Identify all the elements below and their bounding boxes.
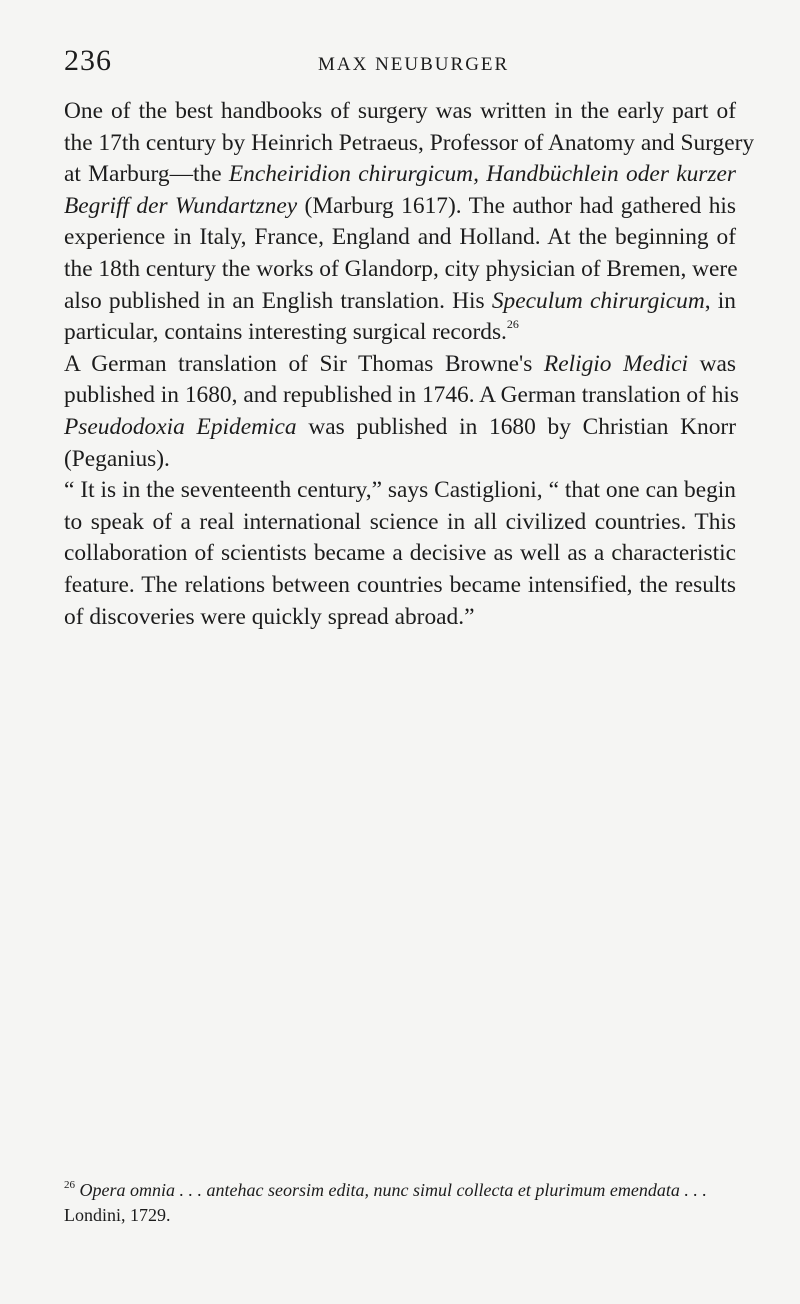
text-line: particular, contains interesting surgical records.$^{26}$ <box>64 317 519 346</box>
book-title: Pseudodoxia Epidemica <box>64 413 297 440</box>
text-line: Pseudodoxia Epidemica was published in 1680 by Christian Knorr <box>64 413 737 440</box>
text-line: the 18th century the works of Glandorp, city physician of Bremen, were <box>64 255 738 282</box>
page-header <box>64 44 736 84</box>
book-title: Encheiridion chirurgicum, Handbüchlein oder kurzer <box>228 161 736 188</box>
book-title: Begriff der Wundartzney <box>64 192 298 219</box>
footnote-ref: 26 <box>506 317 519 332</box>
text-line: A German translation of Sir Thomas Browne's Religio Medici was <box>64 350 736 377</box>
footnote <box>64 1178 736 1228</box>
text-line: of discoveries were quickly spread abroad.” <box>64 603 475 630</box>
body-text <box>64 96 755 633</box>
text-line: Begriff der Wundartzney (Marburg 1617). The author had gathered his <box>64 192 736 219</box>
text-line: experience in Italy, France, England and Holland. At the beginning of <box>64 224 736 251</box>
text-line: published in 1680, and republished in 1746. A German translation of his <box>64 382 739 409</box>
text-line: One of the best handbooks of surgery was written in the early part of <box>64 98 736 124</box>
text-line: also published in an English translation. His Speculum chirurgicum, in <box>64 287 736 314</box>
footnote-line: Londini, 1729. <box>64 1205 171 1225</box>
text-line: at Marburg—the Encheiridion chirurgicum, Handbüchlein oder kurzer <box>64 161 736 188</box>
footnote-line: $^{26}$ Opera omnia . . . antehac seorsim edita, nunc simul collecta et plurimum emendata . . . <box>64 1179 707 1200</box>
text-line: collaboration of scientists became a decisive as well as a characteristic <box>64 540 736 567</box>
page-number: 236 <box>64 44 112 77</box>
book-title: Religio Medici <box>543 350 689 377</box>
text-line: feature. The relations between countries became intensified, the results <box>64 571 736 598</box>
text-line: the 17th century by Heinrich Petraeus, Professor of Anatomy and Surgery <box>64 129 755 156</box>
running-head: MAX NEUBURGER <box>318 54 510 75</box>
text-line: “ It is in the seventeenth century,” says Castiglioni, “ that one can begin <box>64 477 736 504</box>
text-line: (Peganius). <box>64 445 170 472</box>
footnote-number: 26 <box>64 1179 75 1191</box>
book-title: Speculum chirurgicum <box>491 287 705 314</box>
text-line: to speak of a real international science in all civilized countries. This <box>64 508 736 535</box>
